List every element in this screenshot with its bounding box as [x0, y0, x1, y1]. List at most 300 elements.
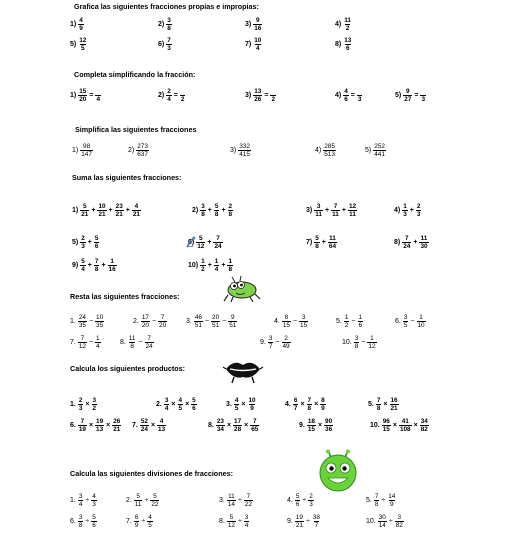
fraction [378, 514, 387, 529]
denominator: 6 [358, 322, 363, 329]
numerator: 46 [194, 314, 202, 321]
fraction [80, 203, 89, 218]
fraction [244, 514, 250, 529]
numerator: 3 [403, 314, 408, 321]
item-number: 7) [245, 41, 252, 48]
item-number: 2. [133, 318, 139, 325]
numerator: 13 [254, 88, 262, 95]
fraction [147, 514, 153, 529]
numerator: 1 [419, 314, 423, 321]
item-number: 8. [219, 518, 225, 525]
numerator: 11 [228, 493, 235, 500]
operator: × [226, 422, 232, 429]
denominator: 21 [81, 211, 89, 218]
denominator: 10 [417, 322, 425, 329]
item-number: 2) [128, 147, 135, 154]
operator: + [207, 239, 212, 246]
fraction [91, 493, 97, 508]
item-number: 3) [306, 207, 313, 214]
fraction [250, 418, 259, 433]
fraction [390, 397, 399, 412]
s5-item-6 [395, 314, 427, 329]
denominator: 4 [244, 522, 249, 529]
s3-item-5 [365, 143, 387, 158]
numerator: 8 [284, 314, 289, 321]
fraction [238, 143, 251, 158]
fraction [95, 335, 101, 350]
fraction [234, 397, 240, 412]
denominator: 6 [344, 96, 348, 103]
s6-item-9 [299, 418, 334, 433]
numerator: 1 [370, 335, 374, 342]
fraction [91, 514, 97, 529]
denominator: 22 [151, 501, 159, 508]
fraction [367, 335, 376, 350]
s4-item-9 [72, 258, 118, 273]
denominator: 21 [132, 211, 140, 218]
s1-item-8 [335, 37, 353, 52]
s6-item-4 [285, 397, 327, 412]
operator: − [410, 318, 415, 325]
denominator: 64 [328, 243, 336, 250]
denominator: 7 [268, 343, 273, 350]
item-number: 2) [192, 207, 199, 214]
operator: × [314, 401, 319, 408]
fraction [94, 258, 100, 273]
item-number: 1) [72, 147, 79, 154]
item-number: 3) [245, 92, 252, 99]
denominator: 3 [403, 211, 407, 218]
s5-item-3 [186, 314, 238, 329]
operator: − [151, 318, 157, 325]
s1-item-4 [335, 17, 353, 32]
operator: + [409, 207, 414, 214]
fraction [227, 493, 236, 508]
numerator: 30 [378, 514, 386, 521]
s2-item-1 [70, 88, 102, 103]
item-number: 3) [230, 147, 237, 154]
denominator: 27 [404, 96, 412, 103]
numerator: 2 [309, 493, 313, 500]
numerator: 7 [167, 37, 171, 44]
fraction [95, 418, 104, 433]
denominator: 415 [239, 151, 250, 158]
fraction [228, 314, 237, 329]
fraction [328, 235, 337, 250]
operator: × [244, 422, 249, 429]
fraction [344, 314, 350, 329]
numerator: 18 [307, 418, 315, 425]
fraction [108, 258, 117, 273]
fraction [78, 514, 84, 529]
fraction [200, 258, 206, 273]
denominator: 513 [324, 151, 335, 158]
numerator: 20 [212, 314, 220, 321]
operator: × [300, 401, 305, 408]
operator: ÷ [85, 518, 90, 525]
numerator: 7 [376, 397, 381, 404]
operator: × [150, 422, 156, 429]
fraction [80, 143, 93, 158]
numerator: 3 [268, 335, 273, 342]
fraction [268, 335, 274, 350]
s5-item-5 [336, 314, 364, 329]
item-number: 5. [366, 497, 372, 504]
fraction [282, 335, 291, 350]
fraction [402, 235, 411, 250]
s4-item-3 [306, 203, 358, 218]
fraction [150, 493, 159, 508]
fraction [132, 203, 141, 218]
s2-item-3 [245, 88, 277, 103]
item-number: 9. [299, 422, 305, 429]
s5-item-10 [342, 335, 378, 350]
numerator: 15 [79, 88, 87, 95]
s1-item-1 [70, 17, 85, 32]
item-number: 10. [342, 339, 352, 346]
denominator: 4 [167, 96, 171, 103]
denominator: 11 [315, 211, 322, 218]
numerator: 3 [164, 397, 169, 404]
fraction [196, 235, 205, 250]
denominator: 20 [79, 96, 87, 103]
item-number: 3. [186, 318, 192, 325]
denominator: 4 [164, 405, 169, 412]
numerator: 6 [293, 397, 298, 404]
item-number: 4) [335, 21, 342, 28]
fraction [213, 235, 222, 250]
fraction [244, 493, 253, 508]
operator: − [361, 339, 366, 346]
denominator: 12 [78, 343, 86, 350]
numerator [181, 88, 185, 95]
denominator: 5 [234, 405, 239, 412]
denominator: 4 [256, 45, 260, 52]
denominator: 20 [159, 322, 167, 329]
fraction [227, 514, 236, 529]
denominator: 2 [344, 322, 349, 329]
denominator: 147 [81, 151, 92, 158]
denominator: 5 [81, 45, 85, 52]
item-number: 1. [70, 497, 76, 504]
item-number: 8) [394, 239, 401, 246]
fraction [282, 314, 291, 329]
item-number: 4. [274, 318, 280, 325]
fraction [92, 397, 98, 412]
s1-item-6 [158, 37, 173, 52]
numerator: 98 [83, 143, 91, 150]
denominator: 9 [79, 25, 83, 32]
s2-item-5 [395, 88, 427, 103]
operator: × [317, 422, 323, 429]
fraction [253, 37, 262, 52]
s1-item-3 [245, 17, 263, 32]
item-number: 4) [394, 207, 401, 214]
numerator: 1 [344, 314, 349, 321]
numerator [421, 88, 425, 95]
numerator: 4 [178, 397, 183, 404]
denominator: 30 [420, 243, 428, 250]
operator: ÷ [237, 497, 242, 504]
numerator: 5 [214, 203, 219, 210]
numerator: 5 [295, 493, 300, 500]
numerator: 12 [79, 37, 87, 44]
numerator: 332 [239, 143, 250, 150]
item-number: 5) [70, 41, 77, 48]
fraction [78, 88, 87, 103]
denominator: 28 [234, 426, 242, 433]
numerator: 5 [199, 235, 203, 242]
operator: + [221, 207, 226, 214]
fraction [343, 88, 349, 103]
item-number: 3) [245, 21, 252, 28]
fraction [348, 203, 357, 218]
denominator: 51 [194, 322, 202, 329]
numerator: 3 [301, 314, 306, 321]
numerator: 96 [382, 418, 390, 425]
s5-item-8 [120, 335, 155, 350]
denominator: 8 [94, 266, 99, 273]
item-number: 2. [156, 401, 162, 408]
denominator: 3 [357, 96, 362, 103]
fraction [307, 418, 316, 433]
fraction [191, 397, 197, 412]
fraction [320, 397, 326, 412]
item-number: 7. [126, 518, 132, 525]
item-number: 10. [370, 422, 380, 429]
denominator: 51 [212, 322, 220, 329]
operator: + [87, 262, 92, 269]
numerator: 7 [80, 335, 85, 342]
denominator: 7 [314, 522, 319, 529]
fraction [376, 397, 382, 412]
denominator: 4 [96, 96, 100, 103]
denominator: 3 [167, 45, 171, 52]
denominator: 15 [300, 322, 308, 329]
denominator: 65 [251, 426, 259, 433]
numerator: 4 [134, 203, 139, 210]
numerator: 3 [78, 514, 83, 521]
operator: ÷ [141, 518, 146, 525]
item-number: 6) [188, 239, 195, 246]
fraction [178, 397, 184, 412]
denominator: 3 [92, 501, 96, 508]
item-number: 2) [158, 92, 165, 99]
numerator [96, 88, 100, 95]
operator: = [414, 92, 419, 99]
fraction [227, 258, 233, 273]
operator: − [292, 318, 298, 325]
s7-item-6 [70, 514, 98, 529]
denominator: 2 [271, 96, 275, 103]
fraction [299, 314, 308, 329]
numerator [271, 88, 275, 95]
denominator: 14 [227, 501, 235, 508]
numerator: 4 [148, 514, 152, 521]
s6-item-2 [156, 397, 198, 412]
numerator: 5 [81, 258, 85, 265]
fraction [164, 397, 170, 412]
numerator: 19 [96, 418, 104, 425]
denominator: 441 [374, 151, 385, 158]
s5-item-2 [133, 314, 168, 329]
numerator: 1 [228, 258, 232, 265]
operator: − [275, 339, 280, 346]
section-4-title: Suma las siguientes fracciones: [72, 173, 182, 182]
fraction [402, 203, 408, 218]
fraction [78, 17, 84, 32]
s7-item-3 [219, 493, 254, 508]
fraction [78, 397, 84, 412]
item-number: 7) [306, 239, 313, 246]
numerator: 17 [141, 314, 149, 321]
denominator: 11 [332, 211, 339, 218]
fraction [194, 314, 203, 329]
s6-item-5 [368, 397, 400, 412]
denominator: 5 [148, 522, 152, 529]
denominator: 8 [376, 405, 381, 412]
fraction [94, 235, 100, 250]
fraction [416, 203, 422, 218]
s3-item-1 [72, 143, 94, 158]
operator: × [185, 401, 190, 408]
numerator: 16 [390, 397, 398, 404]
s4-item-2 [192, 203, 234, 218]
s6-item-1 [70, 397, 98, 412]
numerator: 3 [244, 514, 249, 521]
denominator: 20 [141, 322, 149, 329]
item-number: 4) [335, 92, 342, 99]
denominator: 5 [403, 322, 408, 329]
denominator: 15 [307, 426, 315, 433]
item-number: 1. [70, 401, 76, 408]
numerator: 5 [92, 514, 96, 521]
numerator: 7 [246, 493, 251, 500]
numerator: 13 [344, 37, 352, 44]
denominator: 14 [378, 522, 386, 529]
denominator: 22 [244, 501, 252, 508]
denominator: 8 [78, 522, 83, 529]
denominator: 7 [293, 405, 298, 412]
s5-item-9 [260, 335, 292, 350]
numerator: 9 [231, 314, 235, 321]
operator: − [88, 318, 94, 325]
denominator: 8 [354, 343, 359, 350]
numerator: 5 [94, 235, 99, 242]
item-number: 7. [132, 422, 138, 429]
fraction [95, 88, 101, 103]
fraction [134, 493, 143, 508]
denominator: 3 [421, 96, 425, 103]
denominator: 21 [113, 426, 121, 433]
item-number: 3. [226, 401, 232, 408]
item-number: 10. [366, 518, 376, 525]
fraction [180, 88, 186, 103]
operator: ÷ [388, 518, 393, 525]
numerator: 10 [248, 397, 256, 404]
fraction [270, 88, 276, 103]
fraction [214, 203, 220, 218]
s1-item-2 [158, 17, 173, 32]
numerator: 3 [397, 514, 402, 521]
s4-item-7 [306, 235, 338, 250]
fraction [233, 418, 242, 433]
numerator: 2 [167, 88, 171, 95]
fraction [80, 258, 86, 273]
fraction [211, 314, 220, 329]
fraction [200, 203, 206, 218]
operator: = [173, 92, 178, 99]
denominator: 8 [374, 501, 379, 508]
item-number: 10) [188, 262, 199, 269]
item-number: 2. [126, 497, 132, 504]
s5-item-1 [70, 314, 105, 329]
fraction [354, 335, 360, 350]
s7-item-9 [287, 514, 322, 529]
operator: ÷ [305, 518, 310, 525]
numerator: 7 [160, 314, 165, 321]
numerator: 2 [416, 203, 421, 210]
fraction [78, 493, 84, 508]
section-1-title: Grafica las siguientes fracciones propias e impropias: [74, 2, 259, 11]
operator: × [88, 422, 94, 429]
item-number: 4. [285, 401, 291, 408]
fraction [78, 335, 87, 350]
fraction [141, 314, 150, 329]
denominator: 2 [180, 96, 185, 103]
fraction [253, 17, 262, 32]
operator: − [351, 318, 356, 325]
item-number: 2) [158, 21, 165, 28]
lips-icon [222, 355, 264, 385]
denominator: 19 [78, 426, 86, 433]
numerator: 24 [78, 314, 86, 321]
numerator: 8 [321, 397, 325, 404]
denominator: 6 [92, 522, 96, 529]
s4-item-1 [72, 203, 142, 218]
operator: × [85, 401, 90, 408]
operator: = [89, 92, 94, 99]
fraction [312, 514, 321, 529]
denominator: 9 [390, 501, 394, 508]
s7-item-10 [366, 514, 405, 529]
numerator: 3 [354, 335, 359, 342]
denominator: 4 [214, 266, 219, 273]
operator: + [207, 207, 212, 214]
fraction [343, 17, 352, 32]
denominator: 8 [315, 243, 319, 250]
pencil-icon [186, 236, 196, 248]
denominator: 6 [346, 45, 350, 52]
numerator: 3 [78, 493, 83, 500]
denominator: 8 [214, 211, 219, 218]
denominator: 35 [78, 322, 86, 329]
s6-item-10 [370, 418, 430, 433]
numerator: 4 [79, 17, 83, 24]
numerator: 3 [316, 203, 321, 210]
fraction [248, 397, 257, 412]
denominator: 108 [399, 426, 411, 433]
item-number: 3. [219, 497, 225, 504]
denominator: 3 [78, 405, 83, 412]
numerator: 7 [147, 335, 151, 342]
operator: ÷ [237, 518, 242, 525]
operator: + [91, 207, 96, 214]
fraction [331, 203, 340, 218]
fraction [97, 203, 106, 218]
section-5-title: Resta las siguientes fracciones: [70, 292, 180, 301]
numerator: 5 [229, 514, 234, 521]
